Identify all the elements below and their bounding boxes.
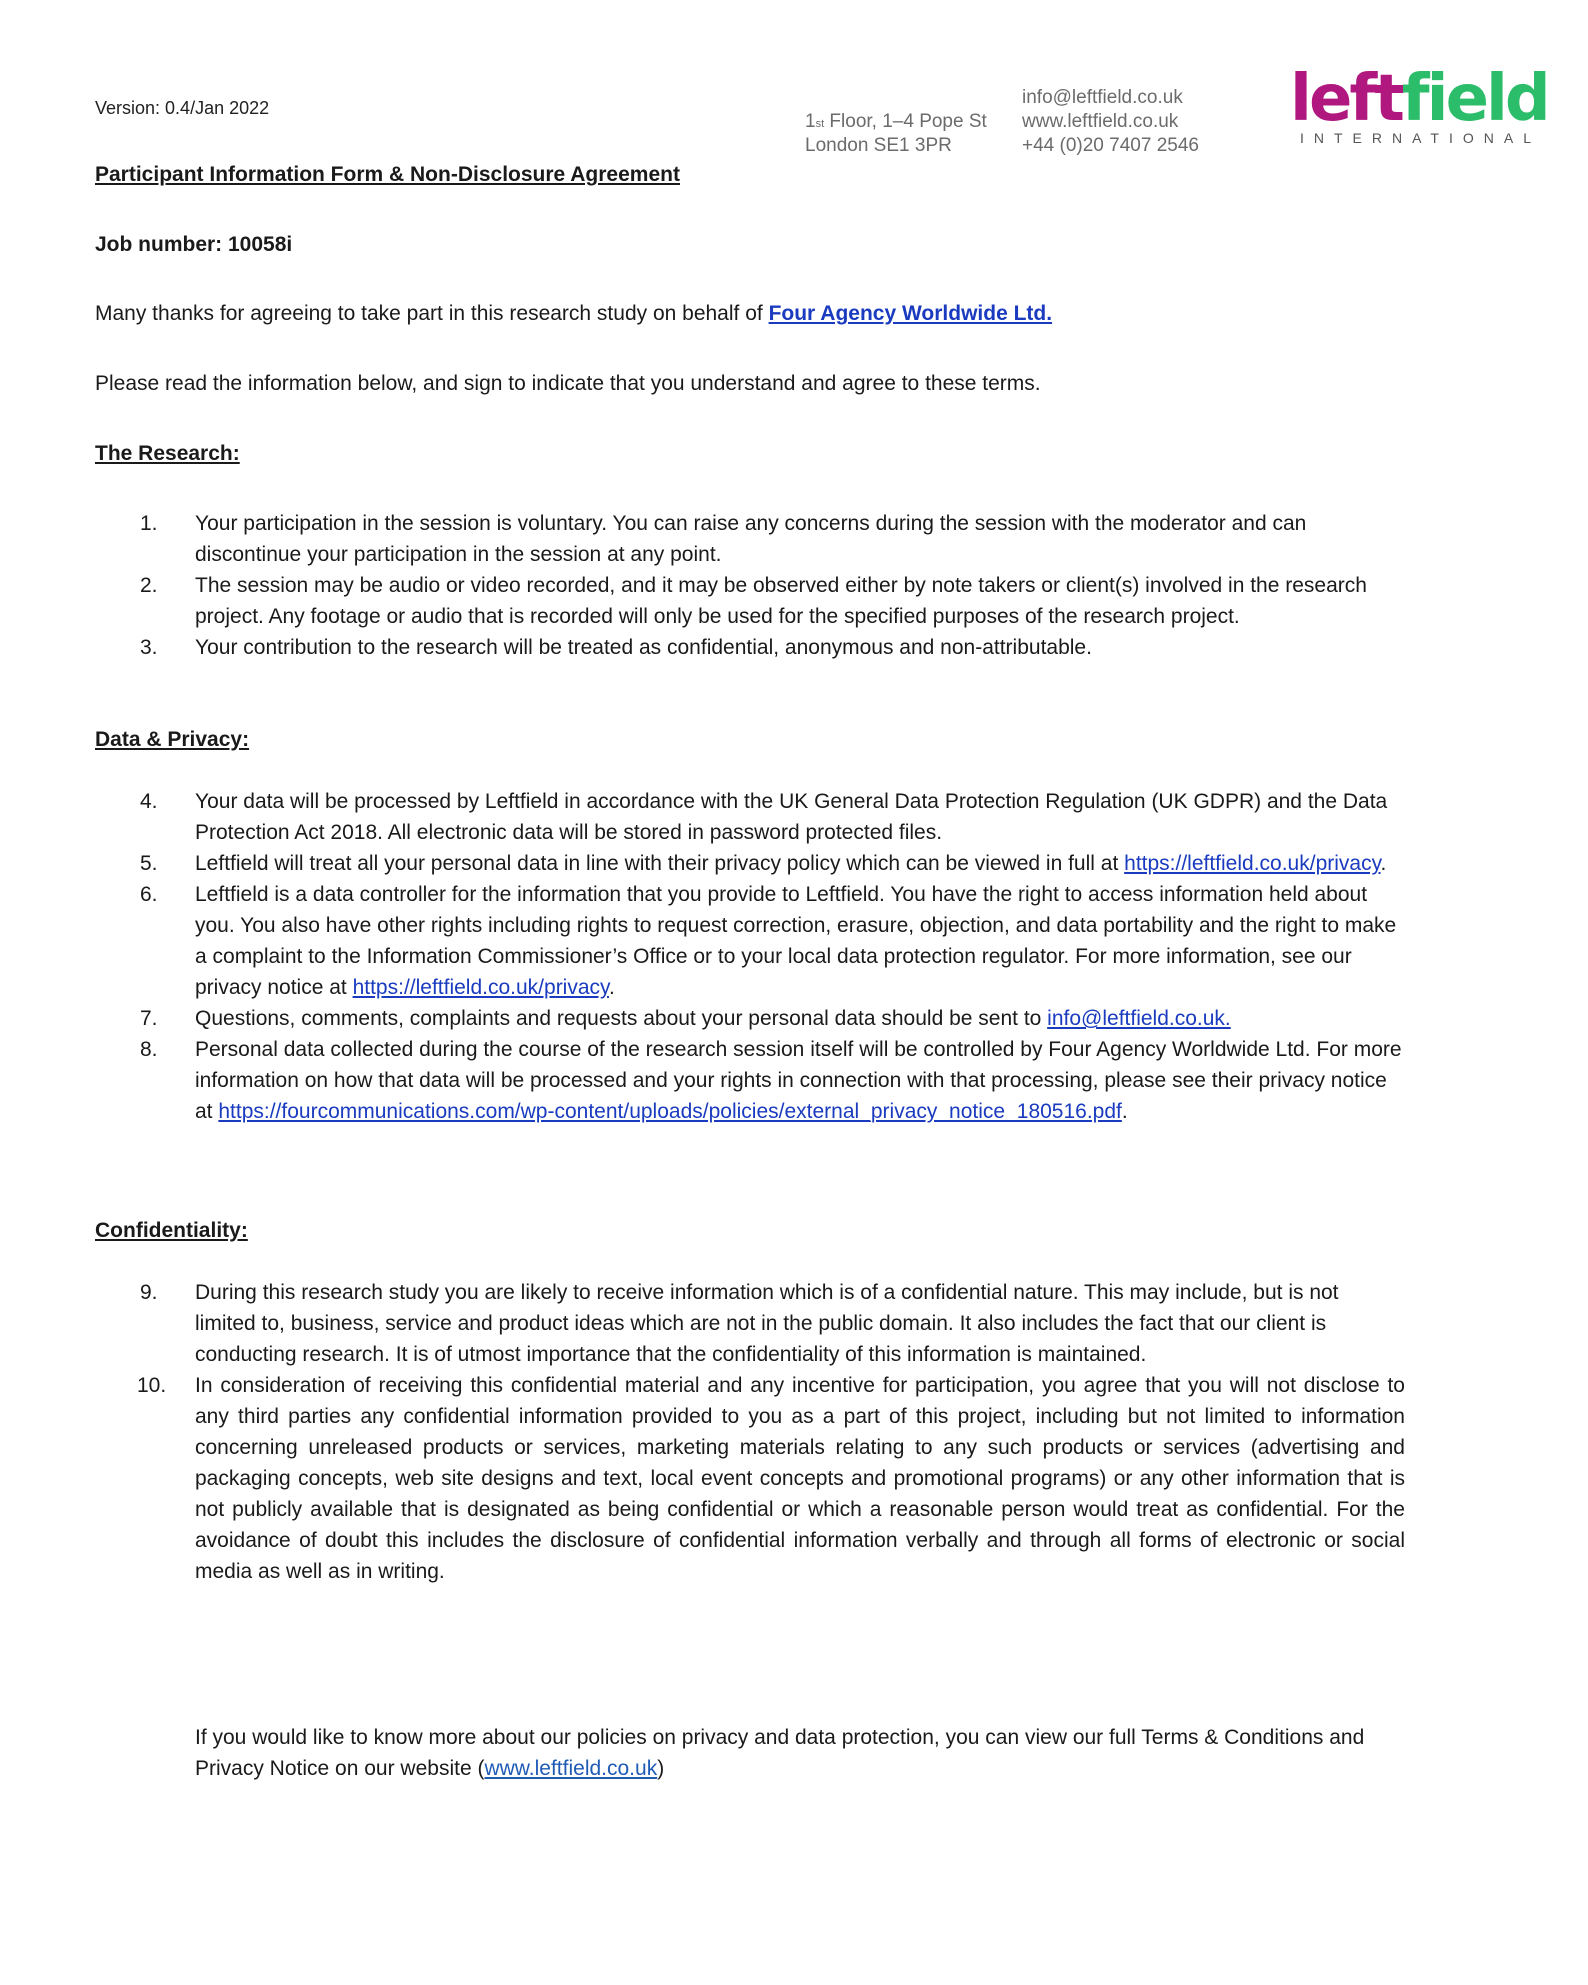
list-item: 4. Your data will be processed by Leftfield in accordance with the UK General Data Protection Regulation (UK GDPR) and the Data Protection Act 2018. All electronic data will be stored in password protected files. [140,790,1388,844]
list-item: 3. Your contribution to the research will be treated as confidential, anonymous and non-attributable. [140,636,1092,659]
instruction-paragraph: Please read the information below, and sign to indicate that you understand and agree to these terms. [95,372,1041,395]
section-heading-research: The Research: [95,442,240,465]
list-item: 1. Your participation in the session is voluntary. You can raise any concerns during the session with the moderator and can discontinue your participation in the session at any point. [140,512,1307,566]
contact-website[interactable]: www.leftfield.co.uk [1022,111,1179,132]
list-item: 5. Leftfield will treat all your personal data in line with their privacy policy which can be viewed in full at https://leftfield.co.uk/privacy. [140,852,1387,875]
email-link[interactable]: info@leftfield.co.uk. [1047,1007,1231,1030]
contact-phone: +44 (0)20 7407 2546 [1022,135,1199,156]
list-item: 10. In consideration of receiving this confidential material and any incentive for participation, you agree that you will not disclose to any third parties any confidential information provided to you as a part of this project, including but not limited to information concerning unreleased products or services, marketing materials relating to any such products or services (advertising and packaging concepts, web site designs and text, local event concepts and promotional programs) or any other information that is not publicly available that is designated as being confidential or which a reasonable person would treat as confidential. For the avoidance of doubt this includes the disclosure of confidential information verbally and through all forms of electronic or social media as well as in writing. [137,1374,1405,1583]
list-item: 9. During this research study you are likely to receive information which is of a confidential nature. This may include, but is not limited to, business, service and product ideas which are not in the public domain. It also includes the fact that our client is conducting research. It is of utmost importance that the confidentiality of this information is maintained. [140,1281,1339,1366]
job-number: Job number: 10058i [95,233,293,256]
confidentiality-list [95,1277,1405,1587]
external-privacy-notice-link[interactable]: https://fourcommunications.com/wp-content/uploads/policies/external_privacy_notice_180516.pdf [218,1100,1122,1123]
list-item: 8. Personal data collected during the course of the research session itself will be controlled by Four Agency Worldwide Ltd. For more information on how that data will be processed and your rights in connection with that processing, please see their privacy notice at https://fourcommunications.com/wp-content/uploads/policies/external_privacy_notice_180516.pdf. [140,1038,1402,1123]
client-link[interactable]: Four Agency Worldwide Ltd. [768,302,1053,325]
intro-paragraph: Many thanks for agreeing to take part in this research study on behalf of Four Agency Worldwide Ltd. [95,302,1053,325]
research-list [95,508,1405,663]
list-item: 7. Questions, comments, complaints and requests about your personal data should be sent to info@leftfield.co.uk. [140,1007,1231,1030]
section-heading-privacy: Data & Privacy: [95,728,250,751]
office-address [805,110,987,158]
logo-subtitle: INTERNATIONAL [1300,130,1541,146]
privacy-policy-link[interactable]: https://leftfield.co.uk/privacy [1124,852,1381,875]
list-item: 6. Leftfield is a data controller for the information that you provide to Leftfield. You have the right to access information held about you. You also have other rights including rights to request correction, erasure, objection, and data portability and the right to make a complaint to the Information Commissioner’s Office or to your local data protection regulator. For more information, see our privacy notice at https://leftfield.co.uk/privacy. [140,883,1397,999]
address-line-2: London SE1 3PR [805,135,952,156]
version-label: Version: 0.4/Jan 2022 [95,98,270,118]
privacy-notice-link[interactable]: https://leftfield.co.uk/privacy [352,976,609,999]
logo-wordmark: leftfield [1290,62,1548,136]
contact-email[interactable]: info@leftfield.co.uk [1022,87,1183,108]
footer-note: If you would like to know more about our policies on privacy and data protection, you can view our full Terms & Conditions and Privacy Notice on our website (www.leftfield.co.uk) [195,1726,1365,1780]
section-heading-confidentiality: Confidentiality: [95,1219,248,1242]
privacy-list [95,786,1405,1127]
leftfield-logo [1290,62,1548,146]
website-link[interactable]: www.leftfield.co.uk [484,1757,658,1780]
contact-details [1022,86,1199,158]
list-item: 2. The session may be audio or video recorded, and it may be observed either by note takers or client(s) involved in the research project. Any footage or audio that is recorded will only be used for the specified purposes of the research project. [140,574,1367,628]
address-line-1: 1st Floor, 1–4 Pope St [805,111,987,132]
document-title: Participant Information Form & Non-Disclosure Agreement [95,163,680,186]
